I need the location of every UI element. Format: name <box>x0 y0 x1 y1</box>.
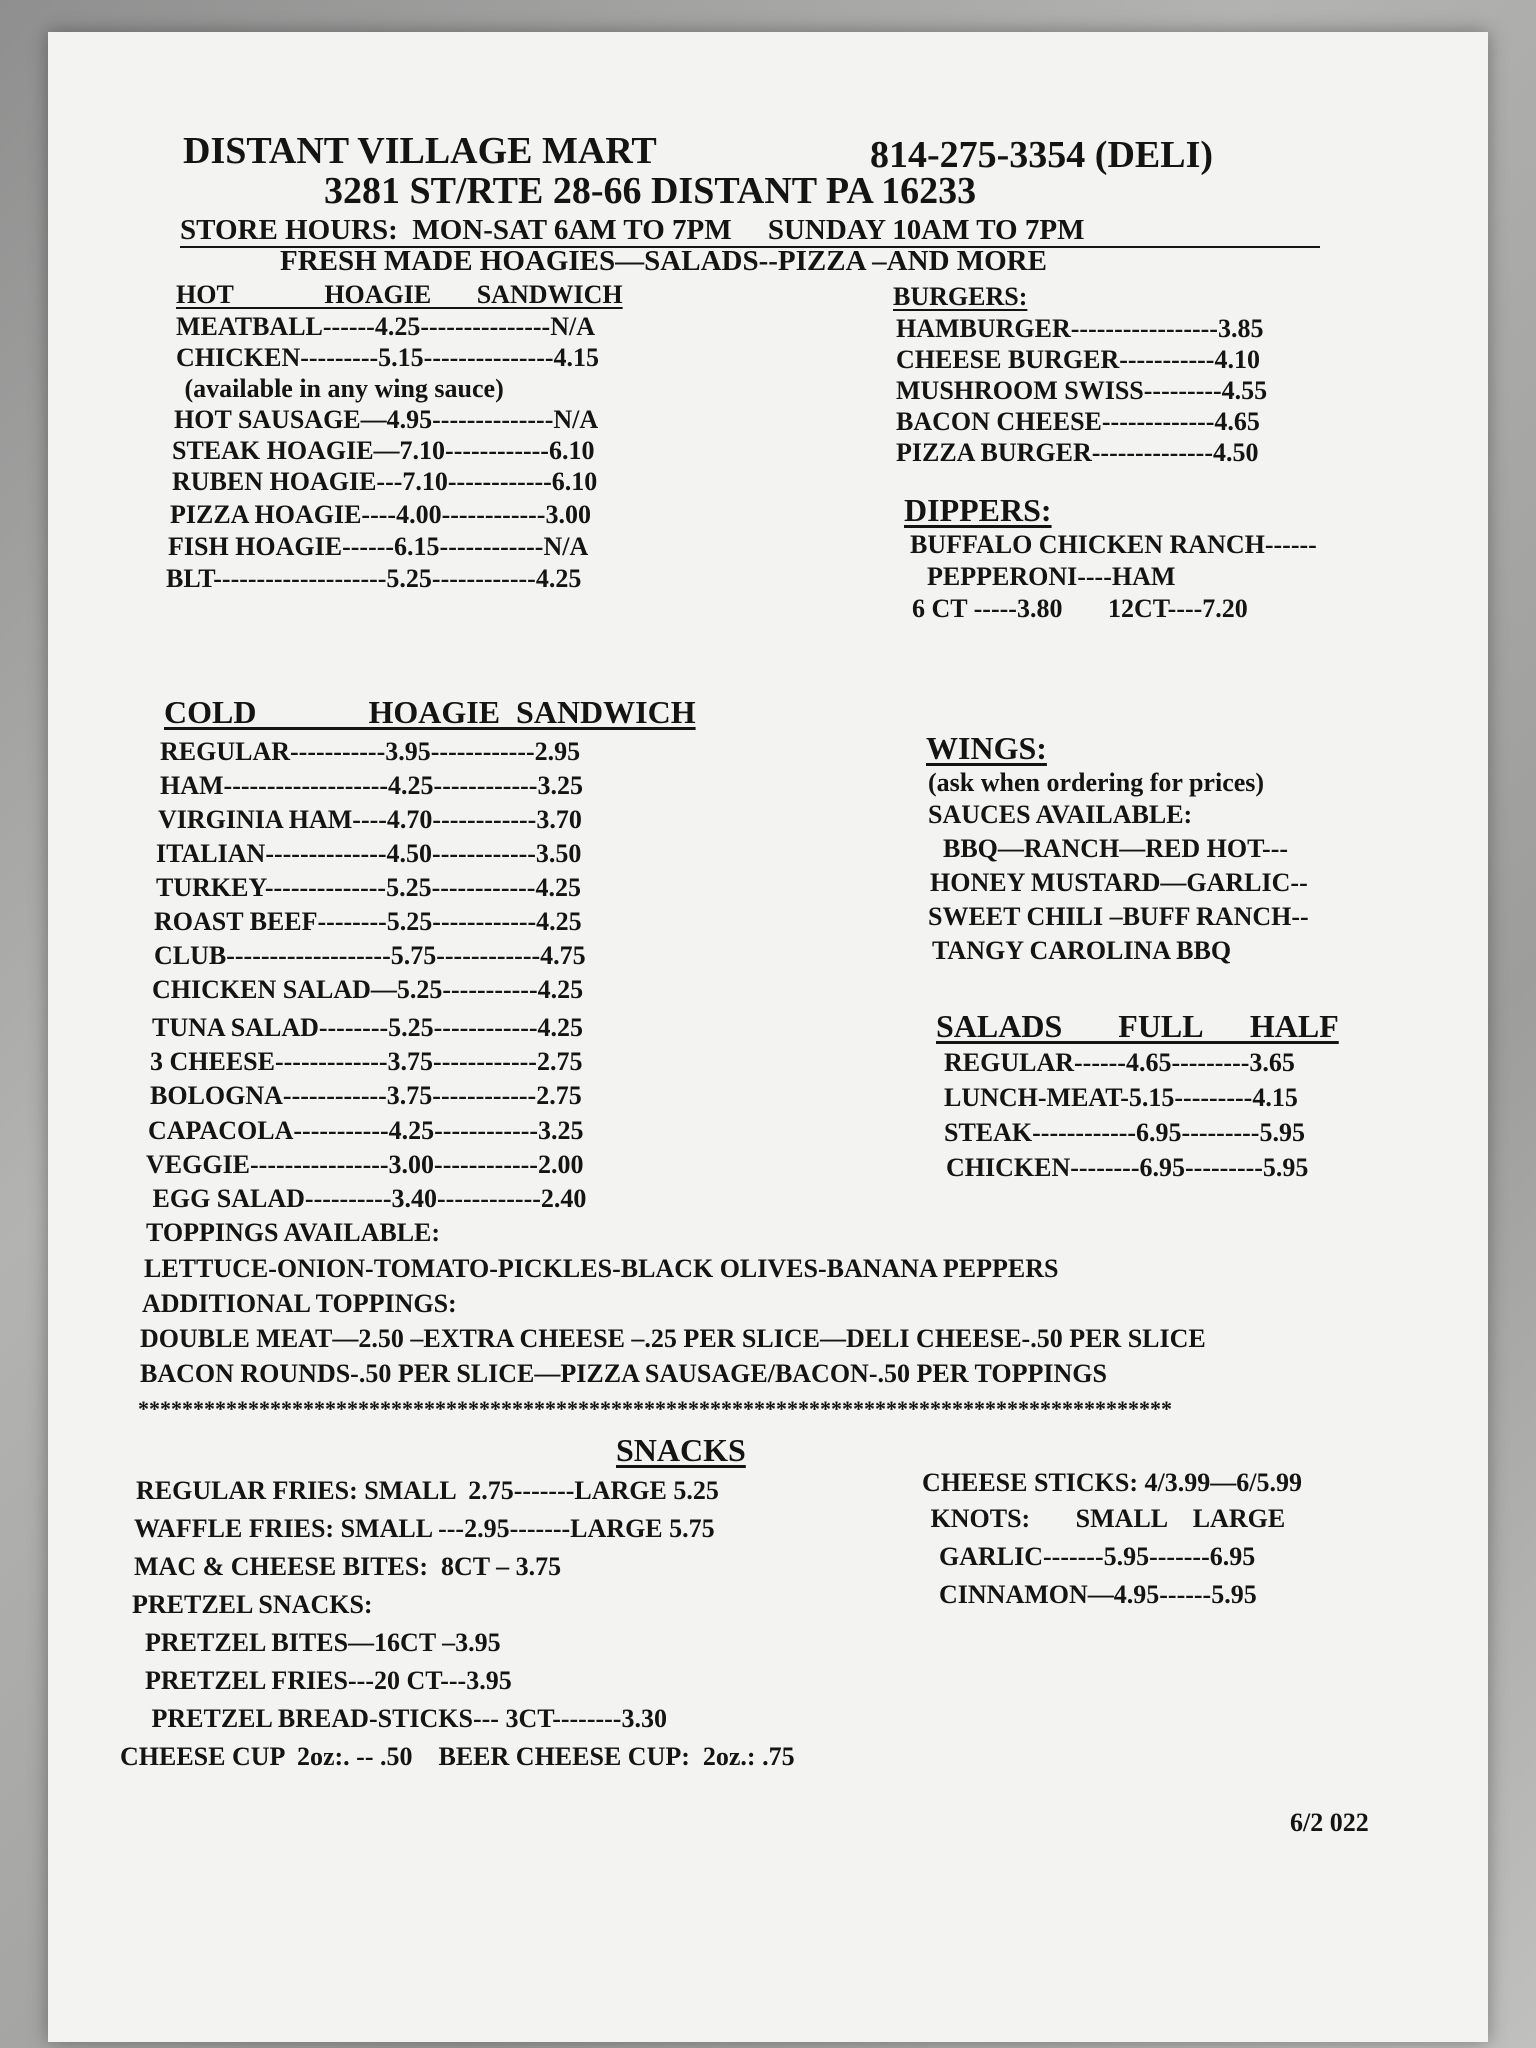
list-item: (available in any wing sauce) <box>178 374 504 403</box>
list-item: RUBEN HOAGIE---7.10------------6.10 <box>172 467 598 496</box>
list-item: PRETZEL BITES—16CT –3.95 <box>132 1628 501 1657</box>
list-item: HAM-------------------4.25------------3.25 <box>160 771 583 800</box>
list-item: BACON CHEESE-------------4.65 <box>896 407 1260 436</box>
list-item: BBQ—RANCH—RED HOT--- <box>930 834 1289 863</box>
snacks-header: SNACKS <box>616 1432 746 1468</box>
list-item: MUSHROOM SWISS---------4.55 <box>896 376 1268 405</box>
toppings-list: LETTUCE-ONION-TOMATO-PICKLES-BLACK OLIVES-BANANA PEPPERS <box>144 1254 1059 1283</box>
hot-header: HOT HOAGIE SANDWICH <box>176 280 623 309</box>
burgers-header: BURGERS: <box>893 282 1028 311</box>
list-item: TURKEY--------------5.25------------4.25 <box>156 873 581 902</box>
tagline: FRESH MADE HOAGIES—SALADS--PIZZA –AND MORE <box>280 245 1047 277</box>
list-item: (ask when ordering for prices) <box>928 768 1265 797</box>
toppings-heading: TOPPINGS AVAILABLE: <box>146 1218 441 1247</box>
list-item: PRETZEL FRIES---20 CT---3.95 <box>132 1666 512 1695</box>
list-item: PRETZEL SNACKS: <box>132 1590 373 1619</box>
list-item: HAMBURGER-----------------3.85 <box>896 314 1264 343</box>
list-item: VIRGINIA HAM----4.70------------3.70 <box>158 805 582 834</box>
list-item: MEATBALL------4.25---------------N/A <box>176 312 595 341</box>
list-item: REGULAR------4.65---------3.65 <box>944 1048 1295 1077</box>
additional-toppings-line: DOUBLE MEAT—2.50 –EXTRA CHEESE –.25 PER SLICE—DELI CHEESE-.50 PER SLICE <box>140 1324 1206 1353</box>
list-item: VEGGIE----------------3.00------------2.00 <box>146 1150 584 1179</box>
list-item: HONEY MUSTARD—GARLIC-- <box>930 868 1308 897</box>
additional-toppings-heading: ADDITIONAL TOPPINGS: <box>142 1289 457 1318</box>
list-item: BLT--------------------5.25------------4.25 <box>166 564 582 593</box>
dippers-header: DIPPERS: <box>904 492 1052 528</box>
cold-header: COLD HOAGIE SANDWICH <box>164 694 696 730</box>
list-item: SWEET CHILI –BUFF RANCH-- <box>928 902 1309 931</box>
list-item: LUNCH-MEAT-5.15---------4.15 <box>944 1083 1298 1112</box>
list-item: PEPPERONI----HAM <box>914 562 1176 591</box>
star-divider: ********************************************************************************************** <box>138 1396 1172 1421</box>
list-item: TUNA SALAD--------5.25------------4.25 <box>152 1013 584 1042</box>
list-item: STEAK HOAGIE—7.10------------6.10 <box>172 436 595 465</box>
list-item: CHEESE STICKS: 4/3.99—6/5.99 <box>922 1468 1302 1497</box>
menu-date: 6/2 022 <box>1290 1808 1369 1837</box>
wings-header: WINGS: <box>926 730 1047 766</box>
list-item: GARLIC-------5.95-------6.95 <box>926 1542 1256 1571</box>
list-item: STEAK------------6.95---------5.95 <box>944 1118 1305 1147</box>
list-item: BUFFALO CHICKEN RANCH------ <box>910 530 1317 559</box>
list-item: CINNAMON—4.95------5.95 <box>926 1580 1257 1609</box>
list-item: FISH HOAGIE------6.15------------N/A <box>168 532 589 561</box>
list-item: CHICKEN SALAD—5.25-----------4.25 <box>152 975 584 1004</box>
list-item: TANGY CAROLINA BBQ <box>932 936 1232 965</box>
list-item: MAC & CHEESE BITES: 8CT – 3.75 <box>134 1552 562 1581</box>
list-item: WAFFLE FRIES: SMALL ---2.95-------LARGE 5.75 <box>134 1514 715 1543</box>
list-item: PIZZA BURGER--------------4.50 <box>896 438 1259 467</box>
list-item: CHEESE CUP 2oz:. -- .50 BEER CHEESE CUP: 2oz.: .75 <box>120 1742 795 1771</box>
list-item: REGULAR-----------3.95------------2.95 <box>160 737 581 766</box>
list-item: PIZZA HOAGIE----4.00------------3.00 <box>170 500 591 529</box>
list-item: SAUCES AVAILABLE: <box>928 800 1193 829</box>
list-item: CLUB-------------------5.75------------4.75 <box>154 941 586 970</box>
store-phone: 814-275-3354 (DELI) <box>870 134 1214 176</box>
list-item: KNOTS: SMALL LARGE <box>924 1504 1286 1533</box>
list-item: 3 CHEESE-------------3.75------------2.75 <box>150 1047 583 1076</box>
list-item: CHEESE BURGER-----------4.10 <box>896 345 1260 374</box>
list-item: BOLOGNA------------3.75------------2.75 <box>150 1081 582 1110</box>
menu-sheet <box>48 32 1488 2042</box>
list-item: REGULAR FRIES: SMALL 2.75-------LARGE 5.25 <box>136 1476 719 1505</box>
salads-header: SALADS FULL HALF <box>936 1008 1339 1044</box>
list-item: HOT SAUSAGE—4.95--------------N/A <box>174 405 599 434</box>
list-item: CAPACOLA-----------4.25------------3.25 <box>148 1116 584 1145</box>
list-item: ITALIAN--------------4.50------------3.50 <box>156 839 582 868</box>
store-name: DISTANT VILLAGE MART <box>183 130 657 172</box>
list-item: PRETZEL BREAD-STICKS--- 3CT--------3.30 <box>132 1704 667 1733</box>
list-item: EGG SALAD----------3.40------------2.40 <box>146 1184 587 1213</box>
additional-toppings-line: BACON ROUNDS-.50 PER SLICE—PIZZA SAUSAGE/BACON-.50 PER TOPPINGS <box>140 1359 1107 1388</box>
list-item: 6 CT -----3.80 12CT----7.20 <box>912 594 1248 623</box>
list-item: CHICKEN---------5.15---------------4.15 <box>176 343 600 372</box>
store-address: 3281 ST/RTE 28-66 DISTANT PA 16233 <box>324 170 977 212</box>
store-hours: STORE HOURS: MON-SAT 6AM TO 7PM SUNDAY 10AM TO 7PM <box>180 214 1085 246</box>
list-item: CHICKEN--------6.95---------5.95 <box>946 1153 1309 1182</box>
list-item: ROAST BEEF--------5.25------------4.25 <box>154 907 582 936</box>
